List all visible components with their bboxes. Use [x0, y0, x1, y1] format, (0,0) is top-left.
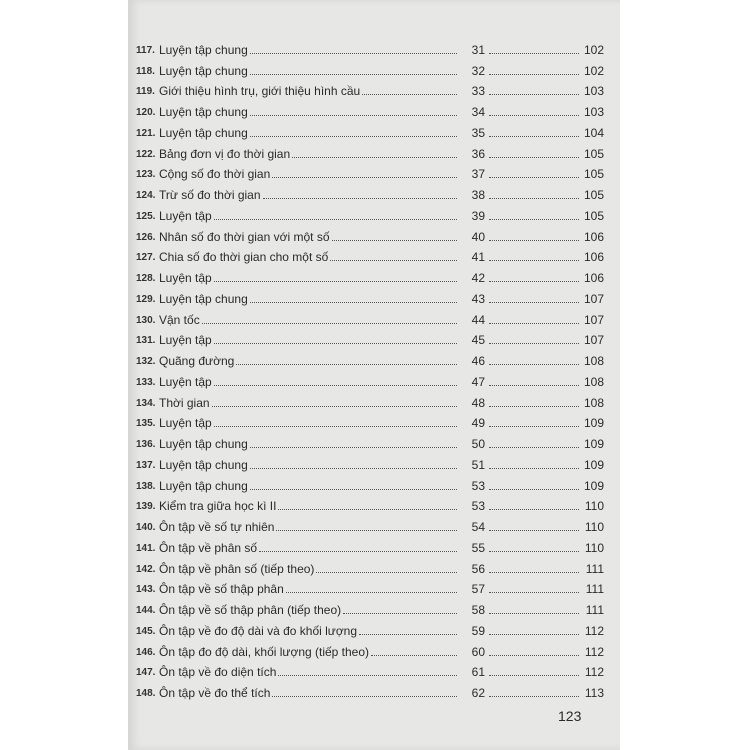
dot-leader [236, 364, 457, 365]
entry-page-2: 111 [585, 582, 604, 597]
dot-leader [332, 240, 458, 241]
entry-title: Ôn tập về đo diện tích [159, 665, 277, 680]
entry-number: 134. [136, 397, 156, 409]
toc-entry [136, 493, 604, 514]
entry-number: 142. [136, 563, 156, 575]
entry-number: 131. [136, 335, 156, 347]
entry-page-2: 103 [583, 84, 604, 99]
dot-leader [489, 136, 579, 137]
entry-page-2: 112 [584, 623, 604, 638]
dot-leader [214, 281, 457, 282]
toc-entry [136, 555, 604, 576]
entry-page-2: 112 [584, 644, 604, 659]
entry-number: 120. [136, 107, 156, 118]
dot-leader [214, 426, 457, 427]
entry-page-1: 36 [471, 146, 485, 161]
entry-page-1: 40 [471, 229, 485, 244]
entry-title: Thời gian [159, 395, 210, 410]
entry-page-1: 61 [471, 665, 485, 680]
entry-title: Vận tốc [159, 312, 200, 327]
dot-leader [212, 406, 457, 407]
entry-number: 117. [136, 44, 155, 56]
toc-entry [136, 306, 604, 327]
dot-leader [202, 323, 457, 324]
dot-leader [316, 572, 457, 573]
entry-title: Luyện tập [159, 416, 212, 431]
entry-number: 147. [136, 667, 156, 679]
entry-page-2: 108 [583, 395, 604, 410]
entry-page-2: 110 [584, 540, 604, 555]
entry-number: 123. [136, 169, 156, 181]
entry-number: 119. [136, 86, 155, 98]
entry-number: 133. [136, 376, 156, 388]
entry-page-2: 111 [585, 603, 604, 617]
dot-leader [272, 696, 457, 697]
dot-leader [276, 530, 457, 531]
dot-leader [362, 94, 457, 95]
entry-title: Luyện tập chung [159, 457, 248, 472]
toc-entry [136, 596, 604, 617]
toc-entry [136, 576, 604, 597]
dot-leader [489, 406, 579, 407]
toc-entry [136, 36, 604, 57]
entry-number: 124. [136, 190, 156, 201]
entry-page-1: 33 [471, 84, 485, 99]
entry-page-1: 37 [471, 167, 485, 182]
entry-title: Ôn tập về phân số (tiếp theo) [159, 561, 315, 576]
entry-page-1: 53 [471, 478, 485, 493]
entry-page-2: 102 [583, 42, 604, 57]
entry-page-1: 47 [471, 374, 485, 389]
entry-page-1: 32 [471, 63, 485, 78]
entry-page-2: 113 [584, 686, 604, 700]
dot-leader [489, 177, 579, 178]
entry-page-2: 106 [583, 250, 604, 265]
background-left [0, 0, 128, 750]
dot-leader [250, 115, 457, 116]
entry-number: 137. [136, 459, 156, 471]
dot-leader [330, 260, 457, 261]
entry-number: 146. [136, 646, 156, 658]
dot-leader [214, 219, 457, 220]
dot-leader [286, 592, 457, 593]
entry-title: Luyện tập [159, 271, 212, 285]
dot-leader [259, 551, 457, 552]
dot-leader [489, 198, 579, 199]
entry-page-2: 106 [583, 271, 604, 285]
page-number: 123 [558, 708, 582, 724]
entry-number: 140. [136, 522, 156, 533]
entry-page-1: 38 [471, 188, 485, 202]
toc-entry [136, 181, 604, 202]
entry-page-2: 109 [583, 416, 604, 431]
dot-leader [489, 260, 579, 261]
dot-leader [250, 136, 457, 137]
toc-entry [136, 617, 604, 638]
entry-title: Luyện tập chung [159, 437, 248, 451]
entry-page-1: 35 [471, 125, 485, 140]
dot-leader [489, 426, 579, 427]
dot-leader [250, 489, 457, 490]
entry-number: 148. [136, 688, 156, 699]
entry-page-2: 112 [584, 665, 604, 680]
entry-page-1: 53 [471, 499, 485, 514]
dot-leader [250, 447, 457, 448]
entry-page-2: 109 [583, 478, 604, 493]
entry-title: Ôn tập đo độ dài, khối lượng (tiếp theo) [159, 644, 370, 659]
entry-title: Nhân số đo thời gian với một số [159, 229, 330, 244]
toc-entry [136, 659, 604, 680]
entry-page-1: 48 [471, 395, 485, 410]
entry-number: 141. [136, 542, 156, 554]
toc-entry [136, 140, 604, 161]
toc-entry [136, 285, 604, 306]
entry-page-2: 105 [583, 208, 604, 223]
dot-leader [489, 364, 579, 365]
entry-page-1: 44 [471, 312, 485, 327]
toc-entry [136, 389, 604, 410]
dot-leader [214, 343, 457, 344]
entry-title: Ôn tập về phân số [159, 540, 258, 555]
toc-entry [136, 368, 604, 389]
entry-number: 139. [136, 501, 156, 513]
entry-page-1: 46 [471, 354, 485, 368]
dot-leader [489, 74, 579, 75]
toc-entry [136, 119, 604, 140]
entry-number: 129. [136, 293, 156, 305]
entry-title: Luyện tập [159, 208, 212, 223]
dot-leader [489, 551, 579, 552]
dot-leader [489, 281, 579, 282]
dot-leader [250, 302, 457, 303]
entry-page-2: 108 [583, 354, 604, 368]
toc-entry [136, 347, 604, 368]
toc-entry [136, 638, 604, 659]
entry-page-2: 109 [583, 437, 604, 451]
dot-leader [489, 323, 579, 324]
toc-entry [136, 534, 604, 555]
toc-entry [136, 451, 604, 472]
toc-entry [136, 410, 604, 431]
entry-number: 121. [136, 127, 156, 139]
entry-title: Luyện tập chung [159, 105, 248, 119]
entry-title: Ôn tập về số tự nhiên [159, 520, 275, 534]
dot-leader [278, 509, 457, 510]
entry-page-1: 41 [471, 250, 485, 265]
dot-leader [489, 509, 579, 510]
dot-leader [489, 489, 579, 490]
entry-title: Luyện tập chung [159, 478, 248, 493]
entry-number: 143. [136, 584, 156, 596]
dot-leader [278, 675, 457, 676]
dot-leader [489, 53, 579, 54]
toc-entry [136, 472, 604, 493]
entry-page-1: 51 [471, 457, 485, 472]
entry-title: Quãng đường [159, 354, 235, 368]
entry-number: 132. [136, 356, 156, 367]
toc-entry [136, 78, 604, 99]
entry-title: Luyện tập [159, 374, 212, 389]
entry-title: Bảng đơn vị đo thời gian [159, 146, 291, 161]
entry-page-1: 55 [471, 540, 485, 555]
entry-page-1: 45 [471, 333, 485, 348]
entry-title: Luyện tập chung [159, 63, 248, 78]
dot-leader [489, 302, 579, 303]
dot-leader [263, 198, 457, 199]
entry-number: 128. [136, 273, 156, 284]
dot-leader [292, 157, 457, 158]
entry-title: Luyện tập chung [159, 291, 248, 306]
entry-page-1: 56 [471, 561, 485, 576]
entry-number: 135. [136, 418, 156, 430]
entry-number: 138. [136, 480, 156, 492]
entry-page-2: 102 [583, 63, 604, 78]
dot-leader [371, 655, 457, 656]
entry-page-1: 50 [471, 437, 485, 451]
dot-leader [489, 94, 579, 95]
dot-leader [250, 468, 457, 469]
toc-entry [136, 98, 604, 119]
toc-entry [136, 327, 604, 348]
entry-page-2: 111 [585, 561, 604, 576]
toc-entry [136, 513, 604, 534]
entry-page-1: 42 [471, 271, 485, 285]
dot-leader [343, 613, 457, 614]
entry-title: Ôn tập về số thập phân [159, 582, 284, 597]
entry-page-1: 39 [471, 208, 485, 223]
toc-entry [136, 223, 604, 244]
entry-number: 126. [136, 231, 156, 243]
entry-title: Luyện tập [159, 333, 212, 348]
dot-leader [489, 675, 579, 676]
dot-leader [489, 655, 579, 656]
entry-page-2: 106 [583, 229, 604, 244]
entry-page-2: 105 [583, 188, 604, 202]
dot-leader [489, 696, 579, 697]
toc-entry [136, 57, 604, 78]
dot-leader [489, 447, 579, 448]
book-page [128, 0, 620, 750]
entry-number: 144. [136, 605, 156, 616]
dot-leader [489, 468, 579, 469]
toc-entry [136, 202, 604, 223]
entry-page-1: 59 [471, 623, 485, 638]
dot-leader [250, 74, 457, 75]
dot-leader [489, 219, 579, 220]
entry-page-2: 108 [583, 374, 604, 389]
entry-title: Trừ số đo thời gian [159, 188, 261, 202]
table-of-contents [136, 36, 604, 700]
entry-page-2: 105 [583, 167, 604, 182]
entry-page-2: 103 [583, 105, 604, 119]
entry-page-2: 105 [583, 146, 604, 161]
entry-number: 118. [136, 65, 155, 77]
entry-number: 122. [136, 148, 156, 160]
entry-page-2: 104 [583, 125, 604, 140]
dot-leader [214, 385, 457, 386]
entry-number: 127. [136, 252, 156, 264]
entry-title: Giới thiệu hình trụ, giới thiệu hình cầu [159, 84, 361, 99]
entry-title: Luyện tập chung [159, 125, 248, 140]
entry-page-1: 54 [471, 520, 485, 534]
entry-number: 130. [136, 314, 156, 326]
entry-page-1: 57 [471, 582, 485, 597]
entry-title: Kiểm tra giữa học kì II [159, 499, 277, 514]
dot-leader [489, 613, 579, 614]
entry-title: Luyện tập chung [159, 42, 248, 57]
entry-page-1: 49 [471, 416, 485, 431]
entry-title: Ôn tập về đo độ dài và đo khối lượng [159, 623, 358, 638]
entry-page-1: 31 [471, 42, 485, 57]
entry-page-2: 107 [583, 291, 604, 306]
toc-entry [136, 679, 604, 700]
dot-leader [489, 572, 579, 573]
toc-entry [136, 264, 604, 285]
dot-leader [489, 385, 579, 386]
entry-title: Ôn tập về số thập phân (tiếp theo) [159, 603, 342, 617]
dot-leader [489, 240, 579, 241]
entry-title: Chia số đo thời gian cho một số [159, 250, 329, 265]
toc-entry [136, 430, 604, 451]
entry-page-1: 62 [471, 686, 485, 700]
entry-page-1: 60 [471, 644, 485, 659]
toc-entry [136, 244, 604, 265]
entry-title: Ôn tập về đo thể tích [159, 686, 271, 700]
dot-leader [272, 177, 457, 178]
entry-page-2: 107 [583, 333, 604, 348]
dot-leader [359, 634, 457, 635]
entry-page-1: 34 [471, 105, 485, 119]
entry-number: 145. [136, 625, 156, 637]
dot-leader [489, 530, 579, 531]
dot-leader [250, 53, 457, 54]
entry-number: 125. [136, 210, 156, 222]
dot-leader [489, 157, 579, 158]
entry-page-2: 110 [584, 520, 604, 534]
dot-leader [489, 115, 579, 116]
entry-page-1: 58 [471, 603, 485, 617]
toc-entry [136, 161, 604, 182]
dot-leader [489, 592, 579, 593]
dot-leader [489, 634, 579, 635]
entry-page-1: 43 [471, 291, 485, 306]
entry-page-2: 109 [583, 457, 604, 472]
entry-title: Cộng số đo thời gian [159, 167, 271, 182]
entry-page-2: 110 [584, 499, 604, 514]
entry-page-2: 107 [583, 312, 604, 327]
entry-number: 136. [136, 439, 156, 450]
dot-leader [489, 343, 579, 344]
